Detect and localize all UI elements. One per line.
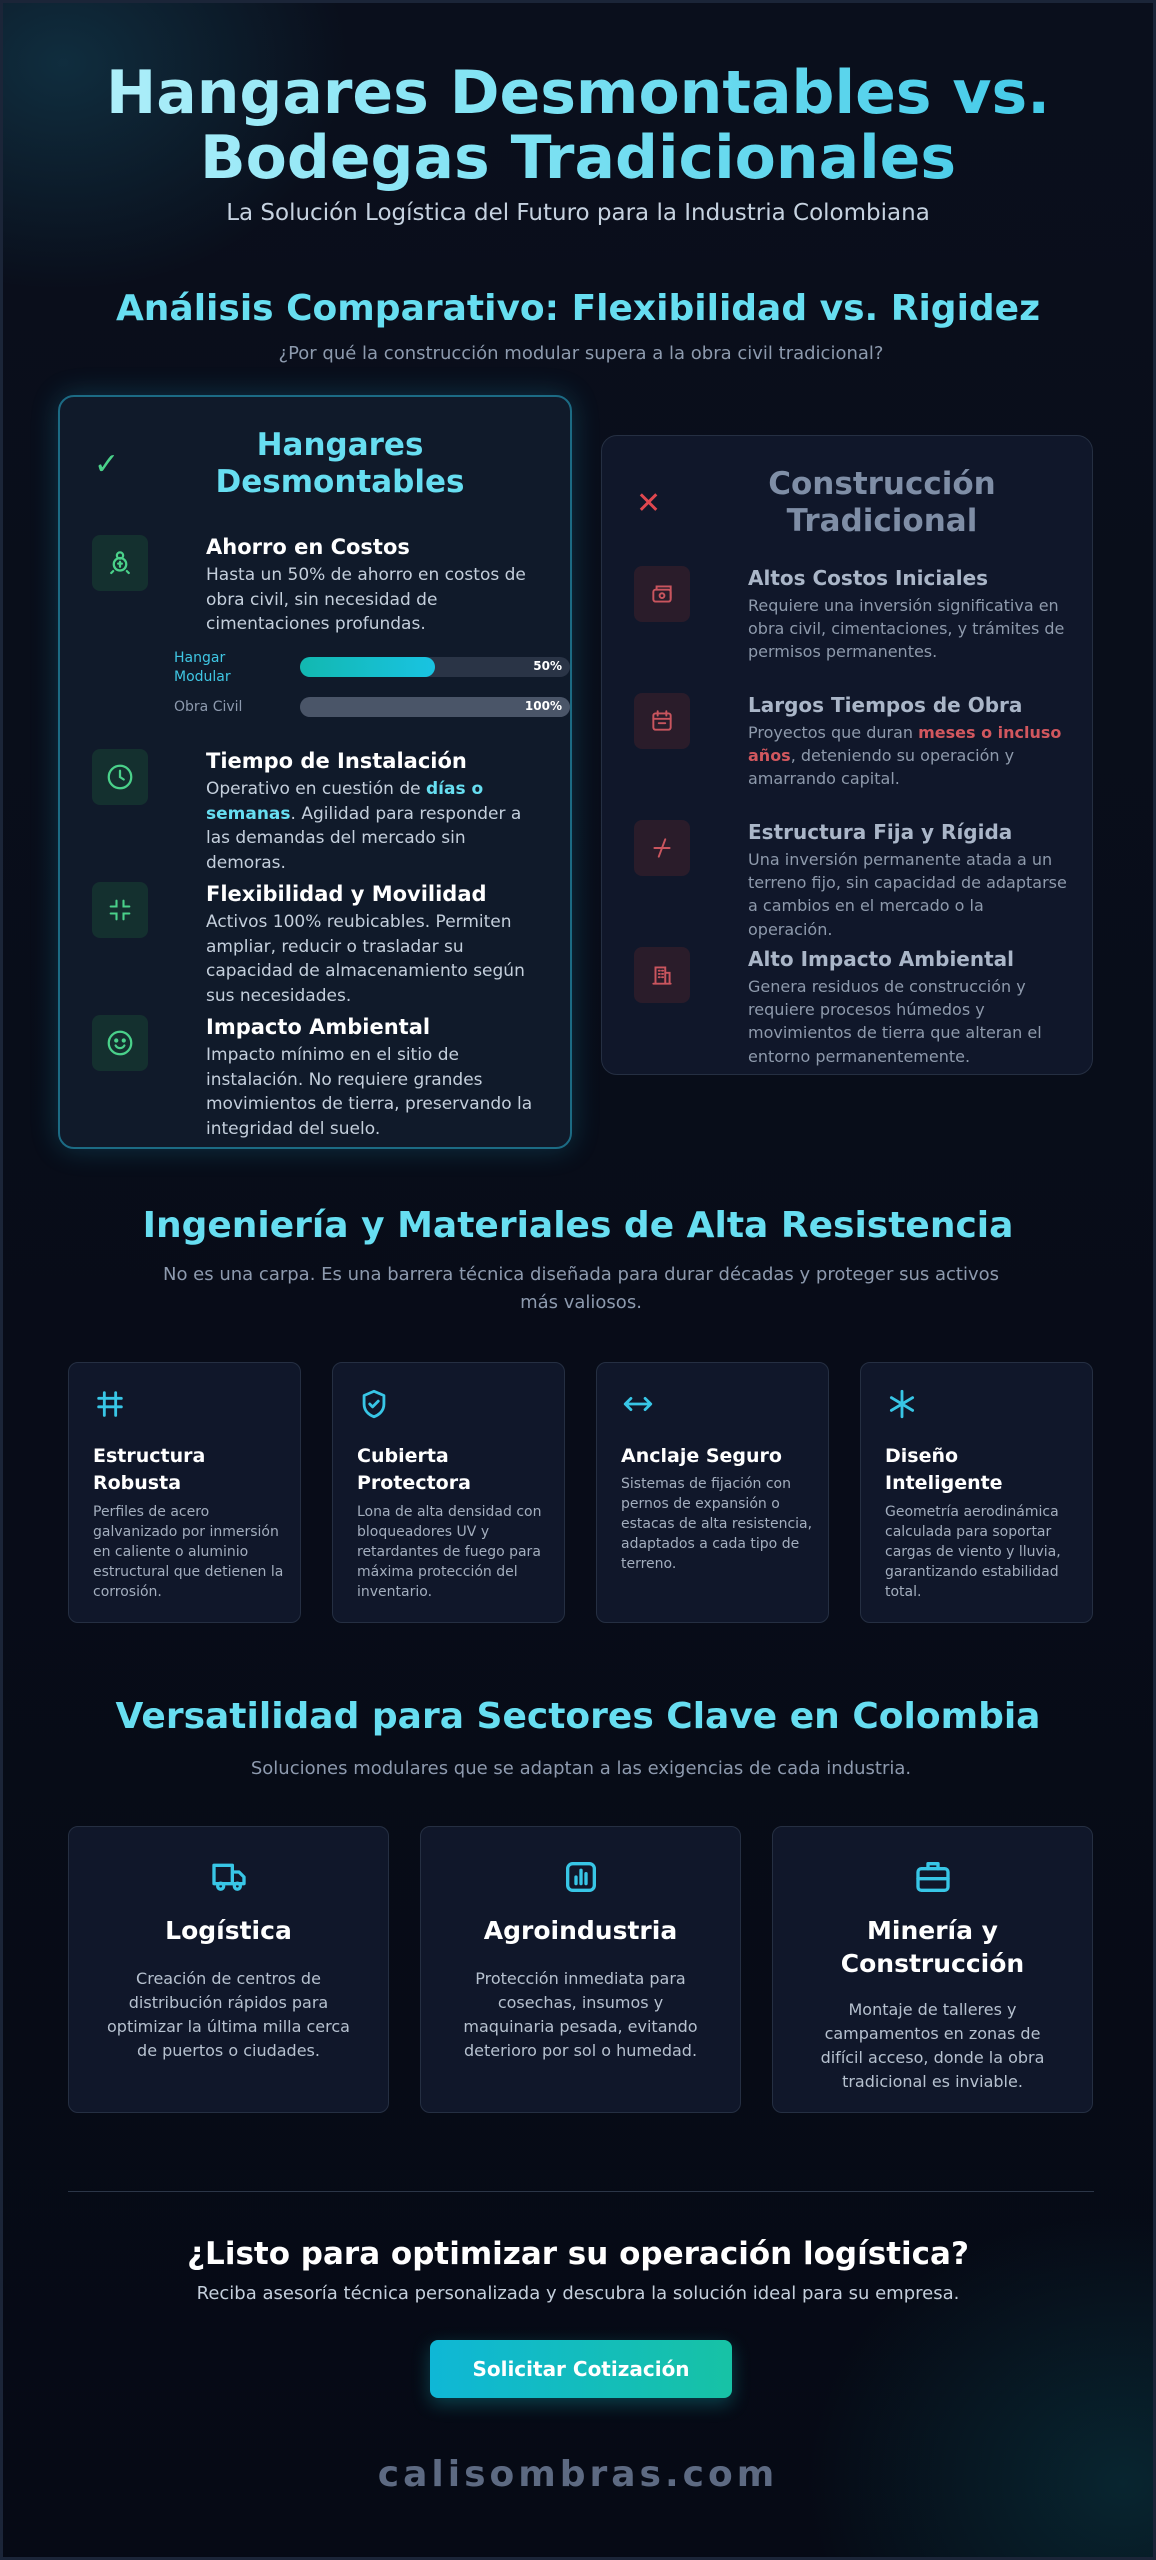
cost-bar-value: 100% (524, 699, 562, 713)
cost-bar-track (300, 657, 570, 677)
comparison-subtitle: ¿Por qué la construcción modular supera a la obra civil tradicional? (278, 343, 884, 364)
material-card-text: Lona de alta densidad con bloqueadores UV y retardantes de fuego para máxima protección del inventario. (357, 1504, 542, 1600)
hero-subtitle: La Solución Logística del Futuro para la Industria Colombiana (226, 200, 930, 226)
sectors-subtitle: Soluciones modulares que se adaptan a las exigencias de cada industria. (250, 1758, 912, 1779)
sector-card-title: Minería y Construcción (840, 1916, 1025, 1978)
traditional-feature-title: Largos Tiempos de Obra (748, 693, 1023, 717)
hangar-feature-title: Flexibilidad y Movilidad (206, 882, 487, 906)
cost-bar-civil (174, 695, 570, 717)
hangar-feature-title: Tiempo de Instalación (206, 749, 467, 773)
piggy-bank-icon (92, 535, 148, 591)
sector-card-text: Montaje de talleres y campamentos en zonas de difícil acceso, donde la obra tradicional es inviable. (820, 2000, 1045, 2091)
traditional-feature-text (748, 721, 1068, 791)
cost-bar-value: 50% (533, 659, 562, 673)
material-card-title: Anclaje Seguro (621, 1445, 782, 1467)
material-card-text: Sistemas de fijación con pernos de expansión o estacas de alta resistencia, adaptados a cada tipo de terreno. (621, 1476, 813, 1572)
hangar-feature-text: Hasta un 50% de ahorro en costos de obra civil, sin necesidad de cimentaciones profundas. (206, 565, 526, 635)
sector-card-text: Creación de centros de distribución rápidos para optimizar la última milla cerca de puertos o ciudades. (107, 1969, 350, 2060)
truck-icon (209, 1857, 249, 1897)
arrows-horizontal-icon (621, 1387, 657, 1423)
hangar-feature-text: Activos 100% reubicables. Permiten ampliar, reducir o trasladar su capacidad de almacenamiento según sus necesidades. (206, 912, 525, 1006)
materials-subtitle: No es una carpa. Es una barrera técnica diseñada para durar décadas y proteger sus activos más valiosos. (162, 1264, 1000, 1313)
text-part: , deteniendo su operación y amarrando capital. (748, 746, 1015, 789)
traditional-feature-text: Una inversión permanente atada a un terreno fijo, sin capacidad de adaptarse a cambios en el mercado o la operación. (748, 850, 1067, 939)
chart-icon (561, 1857, 601, 1897)
material-card-design (860, 1362, 1093, 1623)
hangar-card (58, 395, 572, 1149)
text-part: Operativo en cuestión de (206, 779, 426, 799)
briefcase-icon (913, 1857, 953, 1897)
cost-bar-track (300, 697, 570, 717)
text-part: . Agilidad para responder a las demandas del mercado sin demoras. (206, 803, 522, 873)
hero-title-line2: Bodegas Tradicionales (199, 122, 957, 193)
calendar-icon (634, 693, 690, 749)
section-divider (68, 2191, 1094, 2192)
text-part: Proyectos que duran (748, 723, 919, 742)
material-card-title: Diseño Inteligente (885, 1445, 1003, 1494)
traditional-card-title: Construcción Tradicional (768, 466, 996, 540)
sector-card-text: Protección inmediata para cosechas, insumos y maquinaria pesada, evitando deterioro por sol o humedad. (463, 1969, 698, 2060)
traditional-feature-title: Altos Costos Iniciales (748, 566, 989, 590)
structure-icon (93, 1387, 129, 1423)
slash-icon (634, 820, 690, 876)
hangar-card-title: Hangares Desmontables (215, 427, 465, 501)
traditional-feature-title: Estructura Fija y Rígida (748, 820, 1013, 844)
cost-bar-hangar (174, 649, 570, 693)
building-icon (634, 947, 690, 1003)
hero-title (3, 58, 1153, 193)
cta-title: ¿Listo para optimizar su operación logística? (187, 2236, 969, 2272)
material-card-title: Cubierta Protectora (357, 1445, 471, 1494)
traditional-card (601, 435, 1093, 1075)
hangar-feature-title: Ahorro en Costos (206, 535, 410, 559)
material-card-text: Geometría aerodinámica calculada para soportar cargas de viento y lluvia, garantizando estabilidad total. (885, 1504, 1061, 1600)
money-icon (634, 566, 690, 622)
hangar-feature-title: Impacto Ambiental (206, 1015, 431, 1039)
sector-card-title: Logística (165, 1916, 292, 1945)
footer-brand: calisombras.com (377, 2454, 779, 2495)
compress-arrows-icon (92, 882, 148, 938)
sector-card-mining (772, 1826, 1093, 2113)
sectors-title: Versatilidad para Sectores Clave en Colombia (115, 1696, 1041, 1737)
shield-check-icon (357, 1387, 393, 1423)
material-card-cover (332, 1362, 565, 1623)
cta-subtitle: Reciba asesoría técnica personalizada y descubra la solución ideal para su empresa. (196, 2283, 960, 2304)
sector-card-title: Agroindustria (483, 1916, 678, 1945)
request-quote-button[interactable]: Solicitar Cotización (430, 2340, 732, 2398)
hangar-feature-text (206, 777, 546, 876)
traditional-feature-title: Alto Impacto Ambiental (748, 947, 1015, 971)
material-card-structure (68, 1362, 301, 1623)
highlight-text: meses o incluso años (748, 723, 1062, 766)
cost-bar-label: Hangar Modular (174, 650, 231, 685)
material-card-anchor (596, 1362, 829, 1623)
highlight-text: días o semanas (206, 779, 484, 824)
sector-card-logistics (68, 1826, 389, 2113)
traditional-feature-text: Genera residuos de construcción y requiere procesos húmedos y movimientos de tierra que alteran el entorno permanentemente. (748, 977, 1042, 1066)
comparison-title: Análisis Comparativo: Flexibilidad vs. Rigidez (115, 288, 1041, 329)
clock-icon (92, 749, 148, 805)
smile-icon (92, 1015, 148, 1071)
hangar-feature-text: Impacto mínimo en el sitio de instalación. No requiere grandes movimientos de tierra, preservando la integridad del suelo. (206, 1045, 533, 1139)
x-icon: ✕ (636, 486, 662, 521)
asterisk-icon (885, 1387, 921, 1423)
cost-bar-label: Obra Civil (174, 699, 243, 715)
traditional-feature-text: Requiere una inversión significativa en obra civil, cimentaciones, y trámites de permisos permanentes. (748, 596, 1065, 662)
cost-bar-fill (300, 657, 435, 677)
materials-title: Ingeniería y Materiales de Alta Resistencia (142, 1205, 1014, 1246)
sector-card-agro (420, 1826, 741, 2113)
hero-title-line1: Hangares Desmontables vs. (105, 58, 1050, 128)
check-icon: ✓ (94, 447, 120, 482)
material-card-title: Estructura Robusta (93, 1445, 206, 1494)
material-card-text: Perfiles de acero galvanizado por inmersión en caliente o aluminio estructural que detienen la corrosión. (93, 1504, 284, 1600)
